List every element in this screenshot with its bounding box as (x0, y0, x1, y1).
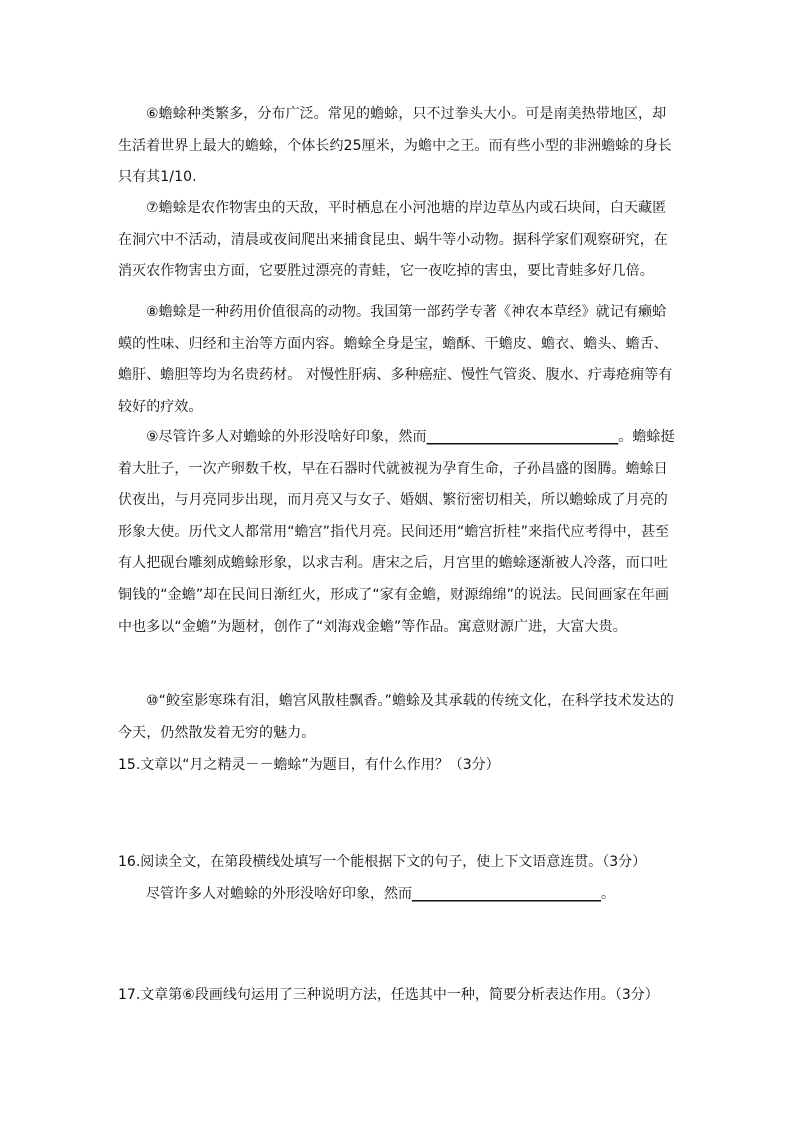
paragraph-9-lead: ⑨尽管许多人对蟾蜍的外形没啥好印象，然而 (146, 429, 427, 445)
question-16-blank: ___________________________ (412, 886, 601, 902)
paragraph-6: ⑥蟾蜍种类繁多，分布广泛。常见的蟾蜍，只不过拳头大小。可是南美热带地区，却生活着世界上最大的蟾蜍，个体长约25厘米，为蟾中之王。而有些小型的非洲蟾蜍的身长只有其1/10. (118, 106, 672, 186)
paragraph-8: ⑧蟾蜍是一种药用价值很高的动物。我国第一部药学专著《神农本草经》就记有癞蛤蟆的性味、归经和主治等方面内容。蟾蜍全身是宝，蟾酥、干蟾皮、蟾衣、蟾头、蟾舌、蟾肝、蟾胆等均为名贵药材。 对慢性肝病、多种癌症、慢性气管炎、腹水、疔毒疮痈等有较好的疗效。 (118, 304, 673, 415)
question-16-sentence-end: 。 (601, 886, 615, 902)
paragraph-9 (118, 422, 678, 643)
question-17: 17.文章第⑥段画线句运用了三种说明方法，任选其中一种，简要分析表达作用。（3分） (118, 987, 659, 1003)
paragraph-7: ⑦蟾蜍是农作物害虫的天敌，平时栖息在小河池塘的岸边草丛内或石块间，白天藏匿在洞穴中不活动，清晨或夜间爬出来捕食昆虫、蜗牛等小动物。据科学家们观察研究，在消灭农作物害虫方面，它要胜过漂亮的青蛙，它一夜吃掉的害虫，要比青蛙多好几倍。 (118, 200, 668, 280)
paragraph-9-blank: ___________________________ (426, 429, 619, 445)
question-16: 16.阅读全文，在第段横线处填写一个能根据下文的句子，使上下文语意连贯。（3分） (118, 854, 647, 870)
question-16-sentence-lead: 尽管许多人对蟾蜍的外形没啥好印象，然而 (146, 886, 412, 902)
paragraph-10: ⑩“鲛室影寒珠有泪，蟾宫风散桂飘香。”蟾蜍及其承载的传统文化，在科学技术发达的今天，仍然散发着无穷的魅力。 (118, 693, 674, 741)
paragraph-9-body: 。蟾蜍挺着大肚子，一次产卵数千枚，早在石器时代就被视为孕育生命，子孙昌盛的图腾。蟾蜍日伏夜出，与月亮同步出现，而月亮又与女子、婚姻、繁衍密切相关，所以蟾蜍成了月亮的形象大使。历代文人都常用“蟾宫”指代月亮。民间还用“蟾宫折桂”来指代应考得中，甚至有人把砚台雕刻成蟾蜍形象，以求吉利。唐宋之后，月宫里的蟾蜍逐渐被人冷落，而口吐铜钱的“金蟾”却在民间日渐红火，形成了“家有金蟾，财源绵绵”的说法。民间画家在年画中也多以“金蟾”为题材，创作了“刘海戏金蟾”等作品。寓意财源广进，大富大贵。 (118, 429, 675, 635)
question-15: 15.文章以“月之精灵－－蟾蜍”为题目，有什么作用？（3分） (118, 757, 500, 773)
question-16-sentence (146, 883, 686, 905)
